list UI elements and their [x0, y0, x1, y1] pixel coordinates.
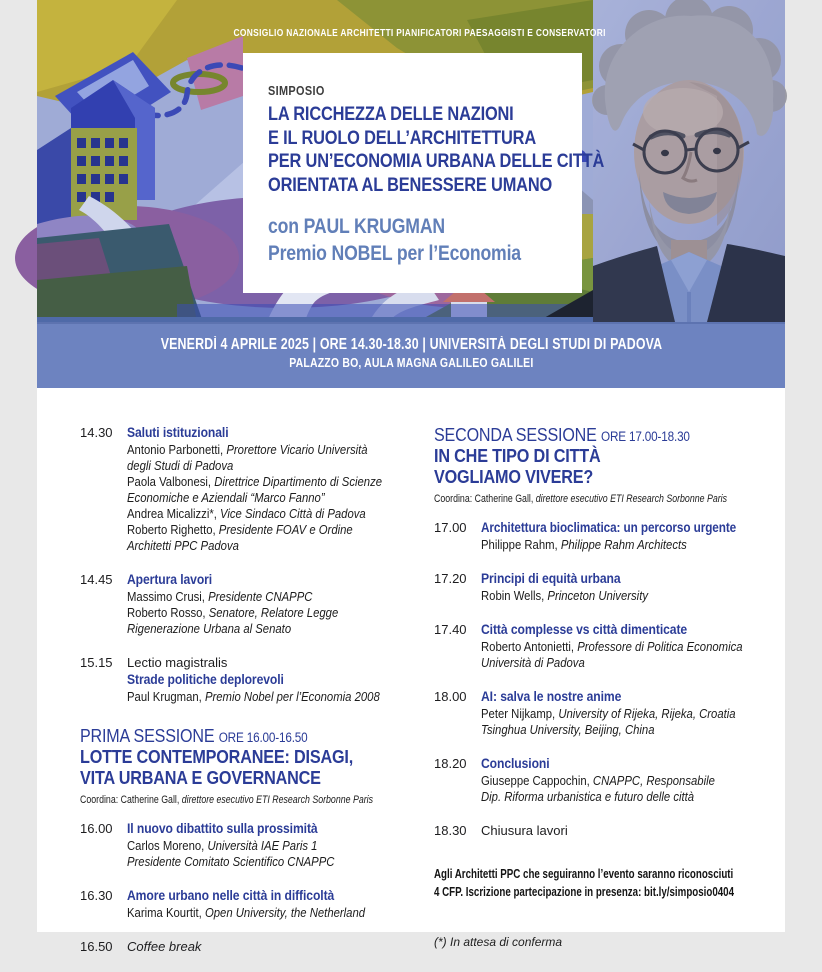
schedule-entry: [80, 938, 420, 955]
krugman-photo: [593, 0, 785, 322]
talk-title: Principi di equità urbana: [481, 571, 621, 586]
entry-time: 18.30: [434, 823, 467, 838]
title-line-2: E IL RUOLO DELL’ARCHITETTURA: [268, 126, 536, 149]
schedule-entry: [80, 654, 420, 705]
speaker-line: Dip. Riforma urbanistica e futuro delle città: [481, 789, 695, 804]
schedule-entry: [80, 424, 420, 554]
entry-time: 18.00: [434, 689, 467, 704]
entry-time: 17.40: [434, 622, 467, 637]
schedule-entry: [80, 887, 420, 921]
session-label: PRIMA SESSIONE ORE 16.00-16.50: [80, 725, 308, 746]
speaker-line: Roberto Righetto, Presidente FOAV e Ordine: [127, 522, 353, 537]
speaker-line: Architetti PPC Padova: [127, 538, 239, 553]
schedule-entry: [434, 621, 779, 671]
talk-title: Amore urbano nelle città in difficoltà: [127, 888, 335, 903]
entry-time: 16.00: [80, 821, 113, 836]
session-title-line: LOTTE CONTEMPORANEE: DISAGI,: [80, 747, 354, 767]
speaker-line: Carlos Moreno, Università IAE Paris 1: [127, 838, 318, 853]
entry-time: 15.15: [80, 655, 113, 670]
org-line-text: CONSIGLIO NAZIONALE ARCHITETTI PIANIFICATORI PAESAGGISTI E CONSERVATORI: [233, 27, 607, 39]
speaker-line: Economiche e Aziendali “Marco Fanno”: [127, 490, 325, 505]
title-box: [243, 53, 605, 293]
schedule-entry: [434, 755, 779, 805]
session-title-line: VITA URBANA E GOVERNANCE: [80, 767, 321, 788]
session-header-seconda: [434, 424, 779, 504]
main-title: [268, 103, 605, 197]
entry-time: 18.20: [434, 756, 467, 771]
schedule-entry: [434, 519, 779, 553]
speaker-line: Paul Krugman, Premio Nobel per l’Economia 2008: [127, 689, 380, 704]
speaker-line: Peter Nijkamp, University of Rijeka, Rijeka, Croatia: [481, 706, 736, 721]
speaker-line: Tsinghua University, Beijing, China: [481, 722, 655, 737]
kicker-text: SIMPOSIO: [268, 83, 325, 98]
speaker-line: Presidente Comitato Scientifico CNAPPC: [127, 854, 335, 869]
talk-title: Apertura lavori: [127, 572, 213, 587]
event-banner: [37, 322, 785, 388]
session-title-line: VOGLIAMO VIVERE?: [434, 466, 594, 487]
talk-title: AI: salva le nostre anime: [481, 689, 622, 704]
schedule-entry: [434, 822, 779, 839]
banner-line-2: PALAZZO BO, AULA MAGNA GALILEO GALILEI: [288, 356, 534, 370]
coordina-line: Coordina: Catherine Gall, direttore esecutivo ETI Research Sorbonne Paris: [80, 794, 373, 806]
speaker-line: Paola Valbonesi, Direttrice Dipartimento di Scienze: [127, 474, 383, 489]
program-column-left: [80, 424, 420, 972]
entry-time: 17.00: [434, 520, 467, 535]
with-block: [268, 214, 582, 268]
speaker-line: Antonio Parbonetti, Prorettore Vicario Università: [127, 442, 368, 457]
speaker-line: Karima Kourtit, Open University, the Netherland: [127, 905, 366, 920]
session-label: SECONDA SESSIONE ORE 17.00-18.30: [434, 424, 690, 445]
session-header-prima: [80, 725, 420, 805]
speaker-line: Giuseppe Cappochin, CNAPPC, Responsabile: [481, 773, 715, 788]
speaker-line: Roberto Antonietti, Professore di Politica Economica: [481, 639, 743, 654]
closing-label: Chiusura lavori: [481, 823, 568, 838]
speaker-line: degli Studi di Padova: [127, 458, 234, 473]
speaker-line: Rigenerazione Urbana al Senato: [127, 621, 292, 636]
hero-section: [37, 0, 785, 322]
entry-time: 16.50: [80, 939, 113, 954]
title-line-4: ORIENTATA AL BENESSERE UMANO: [268, 173, 553, 196]
title-line-3: PER UN’ECONOMIA URBANA DELLE CITTÀ: [268, 150, 605, 172]
coordina-line: Coordina: Catherine Gall, direttore esecutivo ETI Research Sorbonne Paris: [434, 493, 727, 505]
session-time: ORE 16.00-16.50: [218, 730, 308, 745]
entry-time: 17.20: [434, 571, 467, 586]
with-line: con PAUL KRUGMAN: [268, 215, 445, 238]
speaker-line: Università di Padova: [481, 655, 585, 670]
banner-line-1: VENERDÌ 4 APRILE 2025 | ORE 14.30-18.30 | UNIVERSITÀ DEGLI STUDI DI PADOVA: [160, 336, 662, 353]
speaker-line: Roberto Rosso, Senatore, Relatore Legge: [127, 605, 339, 620]
cfp-note: [434, 865, 779, 901]
lectio-pretitle: Lectio magistralis: [127, 655, 228, 670]
cfp-line-1: Agli Architetti PPC che seguiranno l’evento saranno riconosciuti: [434, 866, 734, 881]
talk-title: Città complesse vs città dimenticate: [481, 622, 688, 637]
org-line: [137, 27, 703, 39]
program-section: [37, 388, 785, 954]
symposium-poster: [37, 0, 785, 954]
program-column-right: [434, 424, 779, 949]
talk-title: Conclusioni: [481, 756, 550, 771]
entry-time: 14.30: [80, 425, 113, 440]
kicker: [268, 83, 582, 98]
cfp-line-2: 4 CFP. Iscrizione partecipazione in presenza: bit.ly/simposio0404: [434, 884, 735, 899]
talk-title: Strade politiche deplorevoli: [127, 672, 284, 687]
talk-title: Saluti istituzionali: [127, 425, 229, 440]
speaker-line: Andrea Micalizzi*, Vice Sindaco Città di Padova: [127, 506, 366, 521]
speaker-line: Robin Wells, Princeton University: [481, 588, 648, 603]
schedule-entry: [434, 688, 779, 738]
coffee-break-label: Coffee break: [127, 939, 202, 954]
speaker-line: Massimo Crusi, Presidente CNAPPC: [127, 589, 313, 604]
talk-title: Architettura bioclimatica: un percorso urgente: [481, 520, 737, 535]
schedule-entry: [80, 571, 420, 637]
schedule-entry: [80, 820, 420, 870]
speaker-line: Philippe Rahm, Philippe Rahm Architects: [481, 537, 687, 552]
talk-title: Il nuovo dibattito sulla prossimità: [127, 821, 318, 836]
session-title-line: IN CHE TIPO DI CITTÀ: [434, 446, 601, 466]
entry-time: 14.45: [80, 572, 113, 587]
title-line-1: LA RICCHEZZA DELLE NAZIONI: [268, 103, 514, 125]
krugman-photo-svg: [593, 0, 785, 322]
footnote: (*) In attesa di conferma: [434, 935, 563, 949]
session-time: ORE 17.00-18.30: [600, 429, 690, 444]
with-sub: Premio NOBEL per l’Economia: [268, 242, 521, 265]
entry-time: 16.30: [80, 888, 113, 903]
schedule-entry: [434, 570, 779, 604]
